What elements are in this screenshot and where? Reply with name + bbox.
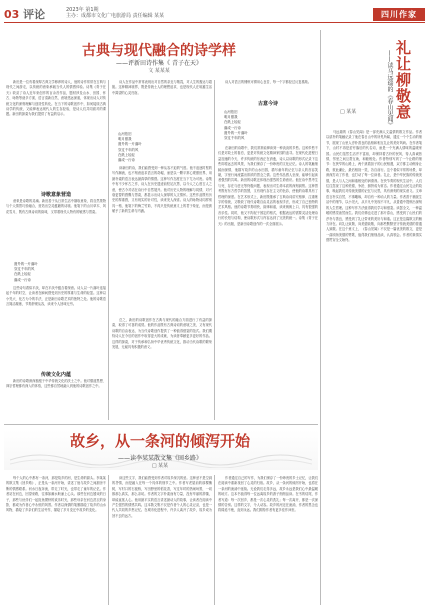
poem-line: 落成一行诗 bbox=[14, 277, 31, 282]
poem-line: 穿过千年的风 bbox=[14, 267, 35, 272]
poem-line: 窗外的一片落叶 bbox=[224, 130, 248, 135]
page-number-value: 03 bbox=[4, 8, 20, 21]
poem-line: 窗外的一片落叶 bbox=[118, 142, 142, 147]
poem-line: 窗外的一片落叶 bbox=[14, 262, 38, 266]
article1-column2-text: 诗人在作品中常常表现出对自然的亲近与敬畏，对人生的豁达与超脱。这种精神境界，既是传统士人的理想追求，也是现代人在喧嚣生活中渴望的心灵归宿。 bbox=[112, 80, 212, 95]
article1-column1-text: 新田的诗歌深深植根于中华传统文化的沃土之中。他对儒道思想、禅宗哲理都有深入的体悟，这些都自然地融入到他的诗歌创作之中。 bbox=[6, 379, 106, 389]
article1-title: 古典与现代融合的诗学样 bbox=[82, 43, 236, 59]
page-number bbox=[4, 6, 45, 22]
article1-column2-text: 总之，新田的诗歌创作在古典与现代的融合方面进行了有益的探索，取得了可喜的成绩。他的作品既有古典诗词的意境之美，又有现代诗歌的自由表达，为当代诗歌创作提供了一种值得借鉴的范式。我们期待诗人在今后的创作中取得更大的成就，为读者奉献更多更好的作品。这样的探索，对于传承和弘扬中华优秀传统文化，推动当代诗歌的繁荣发展，无疑具有积极的意义。 bbox=[112, 318, 212, 350]
article1-byline: 文 某某某 bbox=[148, 68, 170, 74]
sidebar-article-title: 礼让柳敬意 bbox=[394, 40, 412, 120]
poem-line: 穿过千年的风 bbox=[224, 136, 245, 141]
page-header bbox=[4, 6, 425, 30]
article1-column3-text: 在新田的诗歌中，我们常常能够读到一种淡淡的乡愁。这种乡愁不仅是对故土的眷恋，更是对传统文化精神家园的追寻。在现代化进程日益加速的今天，许多传统的东西正在消逝，诗人以诗歌的形式记录下这些即将远去的风景，为我们保存了一份珍贵的文化记忆。诗人的笔触细腻而深情，他描写故乡的山水田园，描写童年的记忆与亲人的音容笑貌，字里行间流露出浓浓的思念之情。这些作品感人至深，能够引起读者强烈的共鸣。新田的诗歌还体现出强烈的生命意识。他在诗中思考生与死、存在与虚无等终极问题，表现出对生命本质的深刻洞察。这种思考既有东方哲学的智慧，又有现代存在主义的色彩，使他的诗歌具有了哲理的深度。在艺术形式上，新田既继承了古典诗词讲究格律、注重炼字的传统，又吸收了现代诗歌自由灵活的表现手法，形成了自己独特的艺术风格。他的诗歌节奏明快，韵律和谐，读来朗朗上口，具有很强的音乐性。同时，他又不拘泥于固定的格式，根据表达的需要灵活处理诗行的长短与结构，使诗歌形式与内容达到了完美的统一。诗集《青子在天》的出版，是新田诗歌创作的一次全面展示。 bbox=[218, 146, 318, 226]
header-meta bbox=[66, 7, 266, 19]
poem-line: 落成一行诗 bbox=[224, 125, 241, 130]
article1-section-heading: 古意今诗 bbox=[257, 101, 278, 107]
article2-subtitle: ——读李某某散文集《回乡路》 bbox=[117, 455, 202, 462]
poem-excerpt bbox=[224, 110, 314, 141]
column-divider bbox=[214, 80, 215, 420]
article1-section-heading: 诗歌意象营造 bbox=[40, 192, 71, 198]
poem-line: 山河依旧 bbox=[224, 110, 238, 114]
article1-section-heading: 传统文化内蕴 bbox=[40, 372, 71, 378]
article2-column1-text: 每个人的心中都有一条河，那是故乡的河，是生命的源头。李某某的散文集《回乡路》，正是从一条河开始，讲述了他与故乡之间割舍不断的情感联系。河水日夜奔流，带走了时光，也带走了童年的记忆。作者站在河边，回望来路，往事如潮水般涌上心头。那些在河边嬉戏的日子，那些与伙伴们一起捉鱼摸虾的欢乐时光，那些母亲在河边洗衣的身影，都成为作者心中永恒的风景。作者以深情的笔墨描绘了故乡的山水风物，描绘了乡亲们的生活劳作，描绘了岁月变迁中故乡的变化。 bbox=[6, 476, 106, 513]
article1-column1-text: 新田是一位有着深厚古典文学修养的诗人，他的诗作常常在古典与现代之间游走，以传统的意象承载当代人的情感体验。诗集《青子在天》收录了诗人近年来创作的百余首作品，题材涉及山水、田园、怀古、咏物等诸多方面，语言清新自然，意境悠远深邃，体现出诗人对传统文化的深刻理解与创造性转化。在当下的诗歌创作中，如何接续古典诗学的传统，又能够表达现代人的生存经验，是诗人们共同面对的课题。新田的探索为我们提供了有益的启示。 bbox=[6, 80, 106, 117]
poem-line: 山河依旧 bbox=[118, 132, 132, 136]
article1-column1-text: 这些诗句看似平淡，却在平淡中蕴含着深意。诗人以一片落叶连接起千年的时空，让读者在瞬间感受到历史的厚重与生命的轻盈。这种以小见大、化古为今的手法，正是新田诗歌艺术的独特之处。他的诗歌语言简洁凝练，节奏舒缓从容，读来令人回味无穷。 bbox=[6, 286, 106, 307]
poem-line: 在纸上轻轻 bbox=[224, 120, 241, 125]
article1-column3-text: 诗人对语言的锤炼可谓用心良苦，每一个字都经过反复推敲。 bbox=[225, 80, 312, 84]
section-name: 评论 bbox=[23, 8, 46, 21]
column-divider bbox=[108, 80, 109, 420]
column-divider bbox=[320, 30, 321, 605]
article2-column3-text: 作者通过自己的写作，为我们保存了一份珍贵的乡土记忆，让我们在阅读中重新找回了心灵的归宿。故乡，从一条河的倾泻开始，也将在一条河的流淌中延续。无论我们走得多远，故乡永远是我们心中最温暖的地方。这本书值得每一位远离故乡的游子细细品读。在书的结尾，作者写道：每一次回乡，都是一次心灵的洗礼；每一次离开，都是一次深情的告别。这样的文字，令人动容。故乡的河还在流淌，作者的思念也将绵延不绝，直到永远。我们期待作者有更多佳作问世。 bbox=[218, 476, 318, 513]
poem-line: 明月照我 bbox=[224, 115, 238, 120]
article2-title: 故乡，从一条河的倾泻开始 bbox=[69, 432, 250, 450]
poem-line: 在纸上轻轻 bbox=[118, 152, 135, 157]
article1-column1-text: 意象是诗歌的灵魂。新田善于从日常生活中撷取意象，将自然景物与个人情思巧妙融合，营造出空灵蕴藉的诗境。他笔下的山川草木、风花雪月，既有古典诗词的韵味，又带着现代人特有的敏感与思索。 bbox=[6, 199, 106, 214]
sidebar-article-header bbox=[322, 40, 418, 128]
poem-line: 穿过千年的风 bbox=[118, 147, 139, 152]
sidebar-article-text: 马远瑞的《春山见闻》是一部充满人文温情的散文作品。作者以质朴的笔触记录了他在春日山中的所见所闻，通过一个个生动的细节，展现了山里人淳朴善良的品格和相互礼让的美好风尚。在作者笔下，山村不再是贫穷落后的代名词，而是一个充满人情味的温暖家园。山民们虽然生活并不富裕，却保持着古朴的民风，待人真诚热情，邻里之间互帮互助，和睦相处。作者特别写到了一个让路的细节：在狭窄的山路上，两个挑着担子的山民相遇，双方都主动侧身让路，彼此谦让，最后相视一笑，各自前行。这个看似平常的场景，却深深打动了作者，也打动了每一位读者。礼让，是中华民族的传统美德，是人与人之间和谐相处的润滑剂。在快节奏的现代生活中，人们往往忽视了这种美德，争抢、拥挤成为常态。作者通过山民礼让的故事，唤起我们对传统美德的记忆与反思，具有深刻的现实意义。文章语言朴实自然，不事雕琢，却自有一种动人的力量。作者善于捕捉生活中的细节，以小见大，从平凡中发现不平凡，从普通中提炼出深刻的人生哲理。这种写作方法值得我们学习和借鉴。读罢全文，一种温暖的感觉油然而生。我们仿佛也走进了那片春山，感受到了山民们的淳朴与善良，感受到了礼让带来的美好与和谐。这正是这篇散文的魅力所在。向礼让致敬，向美德致敬，向那些默默坚守传统美德的普通人致敬。在这个意义上，《春山见闻》不仅是一篇优美的散文，更是一曲颂扬美德的赞歌，值得我们细细品读，认真领会。作者的真情实感贯穿全文始终。 bbox=[326, 130, 422, 243]
article1-column2-text: 读新田的诗，我们能感受到一种从容不迫的气度。他不追逐时髦的写作潮流，也不刻意追求语言的奇崛，而是以一颗平常心观照世界，用最朴素的语言表达最真挚的情感。这种写作态度在当下尤为可贵。诗集中有不少怀古之作，诗人在历史遗迹前驻足沉思，以今人之心度古人之意，使古今对话在诗行中自然展开。他对历史人物的理解与同情，对兴衰更替的感慨与思索，都显示出诗人深厚的人文情怀。这些作品既有历史的厚重感，又有现实的针对性，读来发人深省。诗人的咏物诗同样别具一格，他笔下的梅兰竹菊，不再只是传统意义上的君子象征，而是被赋予了新的生命与内涵。 bbox=[112, 166, 212, 214]
publisher-info: 主办：成都市文化广电旅游局 责任编辑 某某 bbox=[66, 13, 165, 19]
article1-subtitle: ——评新田诗作集《 青子在天》 bbox=[116, 60, 202, 67]
sidebar-article-author: □ 某某 bbox=[340, 109, 357, 115]
column-divider bbox=[108, 475, 109, 605]
header-rule bbox=[4, 22, 425, 23]
poem-line: 明月照我 bbox=[118, 137, 132, 142]
article-divider bbox=[4, 424, 318, 425]
article2-byline: □ 某某 bbox=[151, 463, 169, 469]
article2-column2-text: 读这些文字，我们能感受到作者对故乡深沉的爱。这种爱不是空洞的抒情，而是融入在每一个具体的细节之中。作者写老屋前的那棵槐树，写村口的石板桥，写田野里的稻花香，写过年时的热闹场景，一切都那么真实，那么亲切。作者的文字朴素而有力量，没有华丽的辞藻，却能直抵人心。他用最平实的语言讲述最动人的故事，让读者在阅读中产生强烈的情感共鸣。这本散文集不仅是作者个人的心灵记录，也是一代人共同的乡愁记忆。在城市化进程中，许多人离开了故乡，故乡成为回不去的远方。 bbox=[112, 476, 212, 518]
sidebar-article-subtitle: ——读马远瑞的《春山见闻》 bbox=[386, 50, 393, 128]
poem-line: 落成一行诗 bbox=[118, 158, 135, 163]
poem-excerpt bbox=[14, 262, 104, 283]
masthead-logo: 四川作家 bbox=[373, 8, 425, 21]
issue-info: 2023年 第1期 bbox=[66, 7, 99, 13]
poem-excerpt bbox=[118, 132, 208, 163]
poem-line: 在纸上轻轻 bbox=[14, 272, 31, 277]
column-divider bbox=[214, 475, 215, 605]
